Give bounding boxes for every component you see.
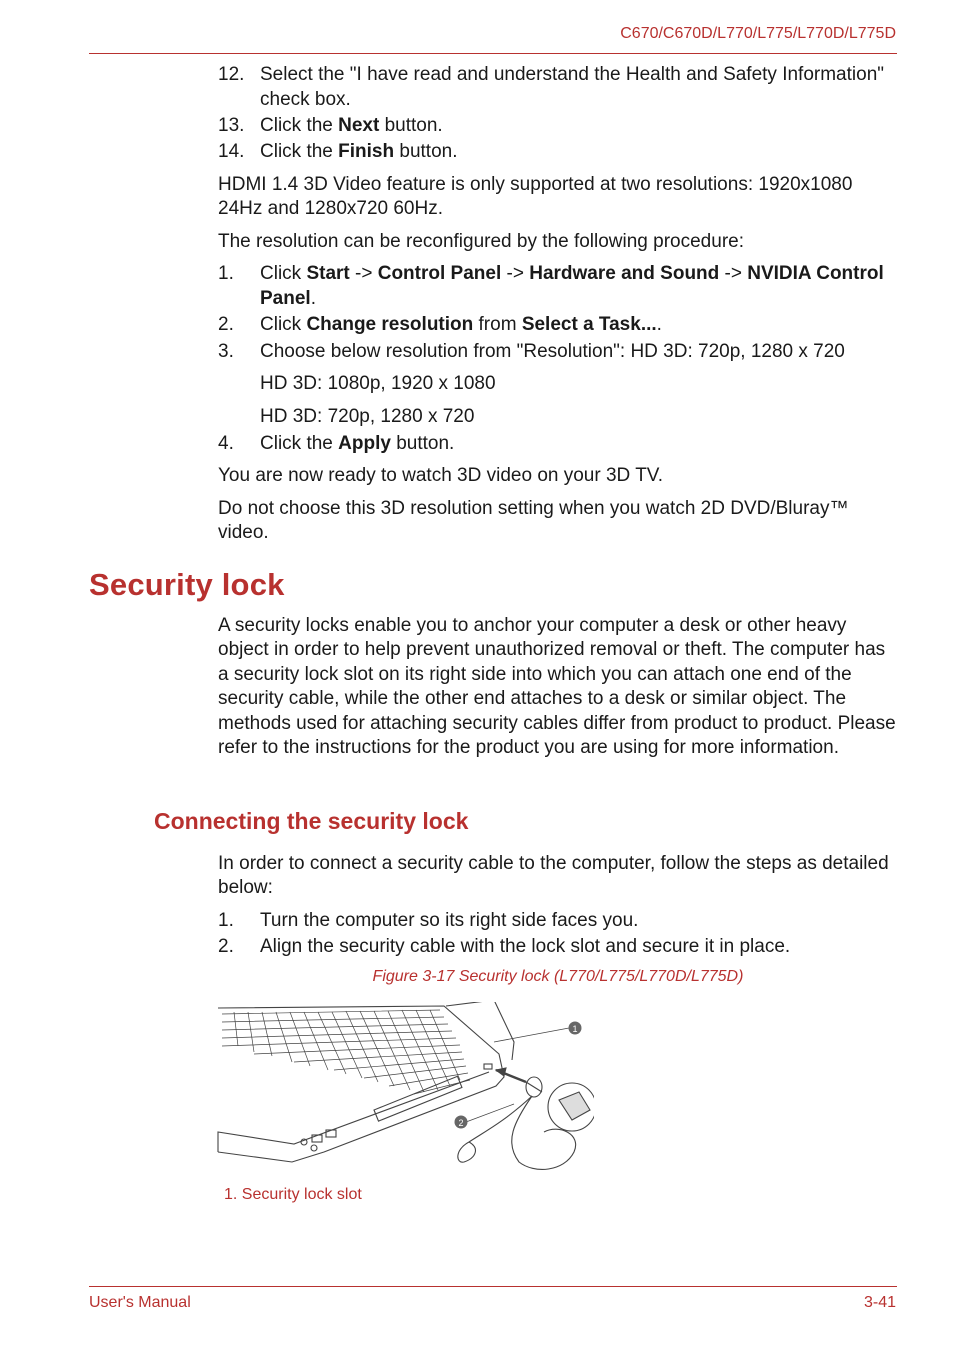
step-text-run: Select the "I have read and understand the Health and Safety Information" check box. (260, 64, 885, 110)
step-number: 12. (218, 64, 245, 85)
step-bold-term: Change resolution (306, 314, 474, 335)
step-bold-term: Next (338, 115, 380, 136)
step-number: 1. (218, 263, 234, 284)
step-text-run: . (310, 287, 316, 309)
step-text (260, 935, 900, 960)
resolution-1080p: HD 3D: 1080p, 1920 x 1080 (260, 373, 496, 394)
step-number: 2. (218, 314, 234, 335)
step-number: 3. (218, 341, 234, 362)
header-rule (89, 53, 897, 54)
paragraph-hdmi: HDMI 1.4 3D Video feature is only supported at two resolutions: 1920x1080 24Hz and 1280x720 60Hz. (218, 174, 853, 219)
step-text-run: Choose below resolution from "Resolution": HD 3D: 720p, 1280 x 720 (260, 341, 845, 362)
paragraph-reconfigure: The resolution can be reconfigured by the following procedure: (218, 231, 744, 252)
step-bold-term: Control Panel (377, 263, 502, 284)
step-text-run: -> (501, 263, 530, 284)
footer-manual-title: User's Manual (89, 1294, 191, 1311)
step-text-run: button. (390, 433, 455, 454)
step-bold-term: Select a Task... (521, 314, 657, 335)
step-bold-term: Apply (338, 433, 391, 454)
lock-shaft (526, 1082, 542, 1092)
arrow-head (496, 1068, 506, 1076)
figure-caption: Figure 3-17 Security lock (L770/L775/L770D/L775D) (372, 968, 744, 985)
step-text (260, 432, 900, 457)
step-text-run: Align the security cable with the lock slot and secure it in place. (260, 936, 791, 957)
callout-1-label: 1 (572, 1024, 578, 1034)
callout-2-leader (466, 1104, 514, 1122)
step-text-run: Click (260, 314, 307, 335)
callout-1-leader (494, 1028, 569, 1042)
step-text (260, 63, 900, 112)
footer-rule (89, 1286, 897, 1287)
lock-key-tag (559, 1092, 590, 1120)
step-text (260, 909, 900, 934)
step-bold-term: Start (306, 263, 350, 284)
step-text (260, 262, 900, 311)
security-cable-end (458, 1096, 532, 1162)
paragraph-do-not-choose: Do not choose this 3D resolution setting when you watch 2D DVD/Bluray™ video. (218, 498, 849, 543)
laptop-front-edge (218, 1072, 489, 1152)
section-heading-security-lock: Security lock (89, 567, 285, 602)
step-text-run: . (656, 314, 662, 335)
step-text-run: button. (379, 115, 443, 136)
step-text-run: -> (719, 263, 748, 284)
step-text (260, 114, 900, 139)
header-model-title: C670/C670D/L770/L775/L770D/L775D (620, 25, 896, 42)
step-text-run: Click the (260, 433, 339, 454)
paragraph-ready: You are now ready to watch 3D video on your 3D TV. (218, 465, 664, 486)
audio-jack-2 (311, 1145, 317, 1151)
keyboard-keys (222, 1010, 470, 1094)
step-text-run: Click the (260, 115, 339, 136)
step-text-run: Turn the computer so its right side faces you. (260, 910, 639, 931)
step-text (260, 140, 900, 165)
security-lock-slot (484, 1064, 492, 1069)
step-number: 1. (218, 910, 234, 931)
step-text-run: Click the (260, 141, 339, 162)
step-text (260, 313, 900, 338)
step-number: 14. (218, 141, 245, 162)
step-bold-term: Hardware and Sound (529, 263, 720, 284)
step-bold-term: NVIDIA Control Panel (260, 263, 884, 309)
step-number: 13. (218, 115, 245, 136)
callout-2-label: 2 (458, 1118, 464, 1128)
step-number: 2. (218, 936, 234, 957)
subsection-heading-connecting: Connecting the security lock (154, 808, 469, 834)
step-text (260, 340, 900, 365)
step-text-run: -> (349, 263, 378, 284)
step-text-run: from (473, 314, 522, 335)
paragraph-security-lock: A security locks enable you to anchor your computer a desk or other heavy object in order to help prevent unauthorized removal or theft. The computer has a security lock slot on its right side into which you can attach one end of the security cable, while the other end attaches to a desk or similar object. The methods used for attaching security cables differ from product to product. Please refer to the instructions for the product you are using for more information. (218, 615, 896, 759)
resolution-720p: HD 3D: 720p, 1280 x 720 (260, 406, 475, 427)
step-bold-term: Finish (338, 141, 395, 162)
figure-legend: 1. Security lock slot (224, 1186, 362, 1203)
step-number: 4. (218, 433, 234, 454)
paragraph-connect-intro: In order to connect a security cable to the computer, follow the steps as detailed below: (218, 853, 889, 898)
step-text-run: Click (260, 263, 307, 284)
security-lock-illustration (214, 1002, 594, 1174)
laptop-screen-hinge (446, 1002, 514, 1060)
step-text-run: button. (394, 141, 458, 162)
footer-page-number: 3-41 (863, 1294, 896, 1311)
